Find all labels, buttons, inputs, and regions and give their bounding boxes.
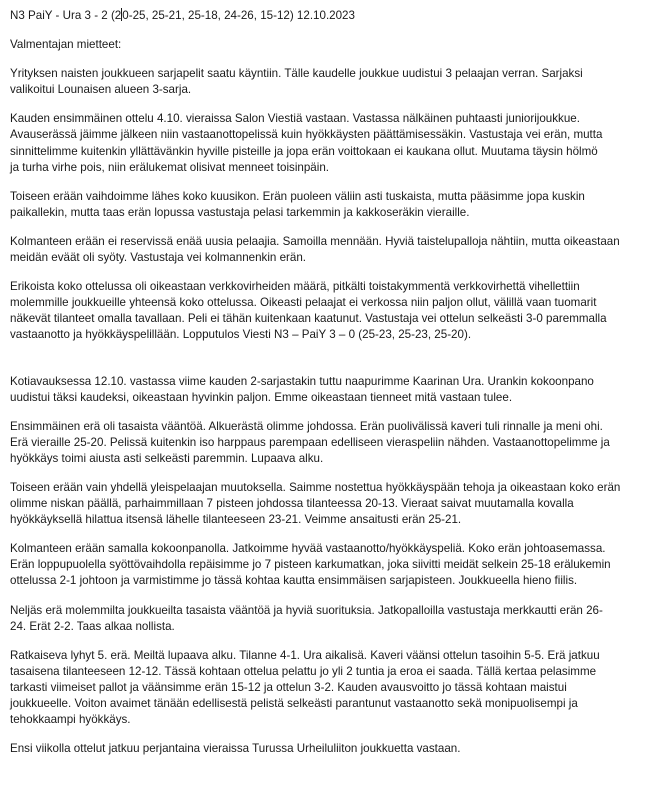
text-line: Neljäs erä molemmilta joukkueilta tasaista vääntöä ja hyviä suorituksia. Jatkopalloilla vastustaja merkkautti erän 26-: [10, 603, 603, 617]
text-line: Erän loppupuolella syöttövaihdolla repäisimme jo 7 pisteen karkumatkan, joka siivitti meidät selkein 25-18 erälukemin: [10, 558, 611, 572]
paragraph: [10, 541, 646, 589]
text-line: 24. Erät 2-2. Taas alkaa nollista.: [10, 619, 175, 633]
text-line: Toiseen erään vain yhdellä yleispelaajan muutoksella. Saimme nostettua hyökkäyspään tehoja ja oikeastaan koko erän: [10, 480, 621, 494]
paragraph: [10, 111, 646, 175]
text-line: tasaisena tilanteeseen 12-12. Tässä kohtaan ottelua pelattu jo yli 2 tuntia ja eroa ei saada. Tällä kertaa pelasimme: [10, 664, 597, 678]
text-line: meidän eväät oli syöty. Vastustaja vei kolmannenkin erän.: [10, 251, 307, 265]
paragraph: [10, 603, 646, 635]
paragraph: [10, 480, 646, 528]
text-line: Erikoista koko ottelussa oli oikeastaan verkkovirheiden määrä, pitkälti toistakymmentä verkkovirhettä vihellettiin: [10, 280, 580, 294]
text-line: molemmille joukkueille yhteensä koko ottelussa. Oikeasti pelaajat ei verkossa niin paljon ollut, välillä vaan tuomarit: [10, 296, 597, 310]
text-line: Avauserässä jäimme jälkeen niin vastaanottopelissä kuin hyökkäysten päättämisessäkin. Vastustaja vei erän, mutta: [10, 128, 603, 142]
paragraph: [10, 374, 646, 406]
text-line: olimme niskan päällä, parhaimmillaan 7 pisteen johdossa tilanteessa 20-13. Vieraat saivat muutamalla kovalla: [10, 497, 574, 511]
text-line: hyökkäys toimi aiusta asti selkeästi paremmin. Lupaava alku.: [10, 451, 324, 465]
document-title: [10, 8, 646, 24]
text-line: Erä vieraille 25-20. Pelissä kuitenkin iso harppaus parempaan edelliseen vieraspeliin nähden. Vastaanottopelimme ja: [10, 435, 610, 449]
text-line: Toiseen erään vaihdoimme lähes koko kuusikon. Erän puoleen väliin asti tuskaista, mutta pääsimme jopa kuskin: [10, 189, 585, 203]
paragraph: [10, 279, 646, 343]
text-line: sinnittelimme kuitenkin yllättävänkin hyville pisteille ja jopa erän voittokaan ei kaukana ollut. Muutama täysin hölmö: [10, 144, 598, 158]
text-line: Ratkaiseva lyhyt 5. erä. Meiltä lupaava alku. Tilanne 4-1. Ura aikalisä. Kaveri väänsi ottelun tasoihin 5-5. Erä jatkuu: [10, 648, 600, 662]
text-line: Ensimmäinen erä oli tasaista vääntöä. Alkuerästä olimme johdossa. Erän puolivälissä kaveri tuli rinnalle ja meni ohi.: [10, 419, 603, 433]
text-line: Kolmanteen erään samalla kokoonpanolla. Jatkoimme hyvää vastaanotto/hyökkäyspeliä. Koko erän johtoasemassa.: [10, 542, 606, 556]
paragraph: [10, 419, 646, 467]
text-line: joukkueelle. Voiton avaimet tänään edellisestä pelistä selkeästi parantunut vastaanotto sekä monipuolisempi ja: [10, 697, 578, 710]
paragraph: [10, 741, 646, 757]
text-line: Ensi viikolla ottelut jatkuu perjantaina vieraissa Turussa Urheiluliiton joukkuetta vastaan.: [10, 742, 461, 756]
text-line: tehokkaampi hyökkäys.: [10, 713, 131, 727]
text-line: uudistui täksi kaudeksi, oikeastaan hyvinkin paljon. Emme oikeastaan tienneet mitä vastaan tulee.: [10, 390, 513, 404]
text-line: Yrityksen naisten joukkueen sarjapelit saatu käyntiin. Tälle kaudelle joukkue uudistui 3 pelaajan verran. Sarjaksi: [10, 67, 583, 81]
text-line: Kauden ensimmäinen ottelu 4.10. vieraissa Salon Viestiä vastaan. Vastassa nälkäinen puhtaasti juniorijoukkue.: [10, 112, 580, 126]
text-line: tarkasti viimeiset pallot ja väänsimme erän 15-12 ja ottelun 3-2. Kauden avausvoitto jo tässä kohtaan maistui: [10, 680, 567, 694]
text-line: ja turha virhe pois, niin erälukemat olisivat menneet toisinpäin.: [10, 160, 329, 174]
document-body: [10, 66, 646, 757]
text-line: Kolmanteen erään ei reservissä enää uusia pelaajia. Samoilla mennään. Hyviä taistelupalloja nähtiin, mutta oikeastaan: [10, 234, 620, 248]
text-line: vastaanotto ja hyökkäyspelillään. Lopputulos Viesti N3 – PaiY 3 – 0 (25-23, 25-23, 25-20).: [10, 328, 472, 342]
coach-thoughts-heading: Valmentajan mietteet:: [10, 38, 122, 52]
paragraph: [10, 234, 646, 266]
text-line: hyökkäyksellä hilattua itsensä lähelle tilanteeseen 23-21. Veimme ansaitusti erän 25-21.: [10, 513, 462, 527]
document-page: [10, 8, 646, 770]
text-line: ottelussa 2-1 johtoon ja varmistimme jo tässä kohtaa kautta ensimmäisen sarjapisteen. Joukkueella hieno fiilis.: [10, 574, 578, 588]
text-line: Kotiavauksessa 12.10. vastassa viime kauden 2-sarjastakin tuttu naapurimme Kaarinan Ura. Urankin kokoonpano: [10, 374, 594, 388]
text-line: paikallekin, mutta taas erän lopussa vastustaja pelasi tarkemmin ja kakkoseräkin vieraille.: [10, 205, 470, 219]
text-line: valikoitui Lounaisen alueen 3-sarja.: [10, 83, 192, 97]
paragraph: [10, 189, 646, 221]
paragraph: [10, 648, 646, 728]
title-text-start: N3 PaiY - Ura 3 - 2 (2: [10, 9, 122, 22]
text-line: näkevät tilanteet omalla tavallaan. Peli ei tähän kuitenkaan kaatunut. Vastustaja vei ottelun selkeästi 3-0 paremmalla: [10, 312, 607, 326]
title-text-end: 0-25, 25-21, 25-18, 24-26, 15-12) 12.10.2023: [122, 9, 355, 22]
paragraph: [10, 66, 646, 98]
